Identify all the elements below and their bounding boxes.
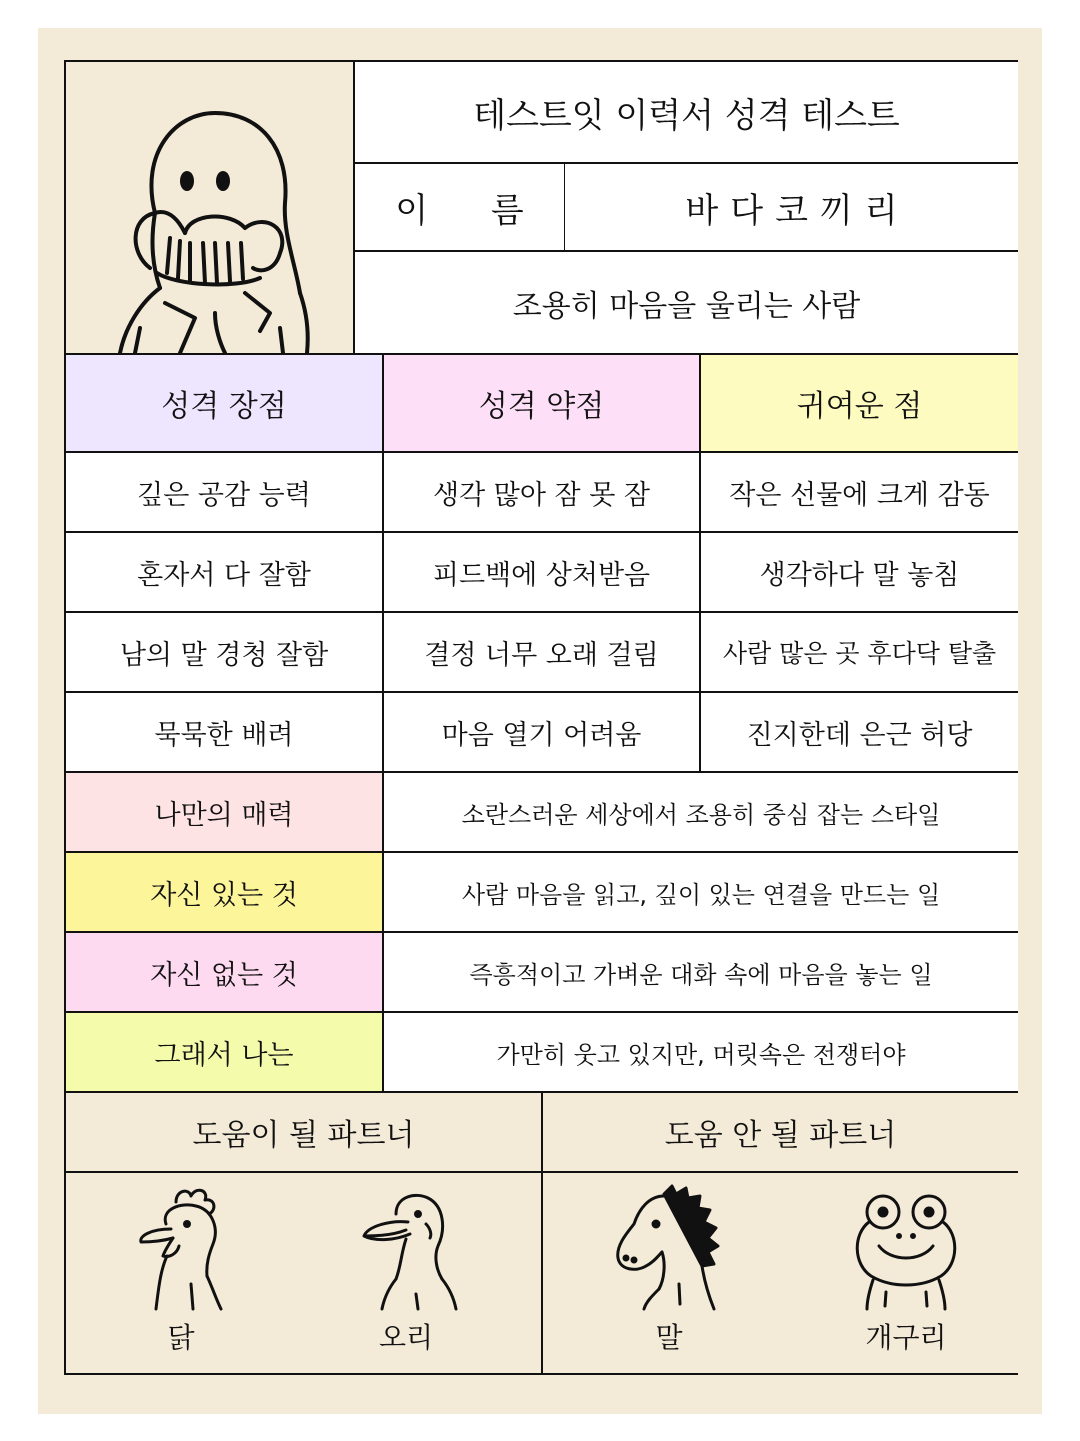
- trait-cell: [66, 532, 383, 612]
- trait-text: 피드백에 상처받음: [432, 559, 651, 591]
- trait-text: 결정 너무 오래 걸림: [424, 639, 659, 671]
- good-partner-header: [66, 1092, 542, 1172]
- partner-name: 말: [655, 1321, 683, 1354]
- trait-cell: [383, 612, 700, 692]
- header-weaknesses-text: 성격 약점: [478, 389, 605, 424]
- header-cute-points-text: 귀여운 점: [796, 389, 923, 424]
- detail-label-text: 자신 없는 것: [150, 959, 298, 991]
- detail-label-charm: [66, 772, 383, 852]
- detail-value-not-confident: [383, 932, 1018, 1012]
- trait-cell: [383, 452, 700, 532]
- trait-cell: [66, 692, 383, 772]
- partner-name: 닭: [167, 1321, 195, 1354]
- name-value-text: 바다코끼리: [685, 190, 910, 231]
- good-partner-header-text: 도움이 될 파트너: [192, 1118, 415, 1153]
- detail-label-text: 자신 있는 것: [150, 879, 298, 911]
- trait-text: 사람 많은 곳 후다닥 탈출: [722, 639, 997, 668]
- trait-cell: [383, 532, 700, 612]
- trait-cell: [66, 612, 383, 692]
- detail-value-confident: [383, 852, 1018, 932]
- detail-label-confident: [66, 852, 383, 932]
- bad-partner-header-text: 도움 안 될 파트너: [664, 1118, 897, 1153]
- walrus-icon: [95, 93, 325, 353]
- bad-partner-header: [542, 1092, 1018, 1172]
- name-label: [354, 163, 564, 251]
- trait-text: 혼자서 다 잘함: [137, 559, 311, 591]
- resume-card: [64, 60, 1018, 1375]
- detail-label-text: 그래서 나는: [154, 1039, 294, 1071]
- subtitle-text: 조용히 마음을 울리는 사람: [512, 288, 861, 324]
- header-strengths-text: 성격 장점: [161, 389, 287, 424]
- trait-cell: [700, 612, 1018, 692]
- detail-value-text: 가만히 웃고 있지만, 머릿속은 전쟁터야: [496, 1040, 906, 1069]
- partner-name: 개구리: [865, 1321, 947, 1354]
- page-title-text: 테스트잇 이력서 성격 테스트: [473, 95, 900, 136]
- partner-duck: [346, 1184, 466, 1356]
- walrus-portrait: [66, 62, 354, 354]
- name-label-text: 이 름: [395, 190, 550, 231]
- header-weaknesses: [383, 354, 700, 452]
- detail-label-so-i-am: [66, 1012, 383, 1092]
- trait-text: 마음 열기 어려움: [441, 719, 642, 751]
- detail-value-so-i-am: [383, 1012, 1018, 1092]
- header-cute-points: [700, 354, 1018, 452]
- trait-text: 묵묵한 배려: [154, 719, 294, 751]
- detail-label-not-confident: [66, 932, 383, 1012]
- trait-text: 생각 많아 잠 못 잠: [433, 479, 650, 511]
- trait-text: 생각하다 말 놓침: [759, 559, 960, 591]
- partner-chicken: [121, 1184, 241, 1356]
- trait-text: 깊은 공감 능력: [137, 479, 311, 511]
- partner-name: 오리: [378, 1321, 434, 1354]
- trait-cell: [66, 452, 383, 532]
- partner-frog: [841, 1184, 971, 1356]
- detail-value-text: 사람 마음을 읽고, 깊이 있는 연결을 만드는 일: [461, 880, 941, 909]
- frog-icon: [841, 1184, 971, 1314]
- trait-cell: [383, 692, 700, 772]
- header-strengths: [66, 354, 383, 452]
- trait-cell: [700, 452, 1018, 532]
- duck-icon: [346, 1184, 466, 1314]
- chicken-icon: [121, 1184, 241, 1314]
- trait-text: 남의 말 경청 잘함: [119, 639, 329, 671]
- detail-value-text: 소란스러운 세상에서 조용히 중심 잡는 스타일: [461, 800, 941, 829]
- name-value: [564, 163, 1018, 251]
- detail-label-text: 나만의 매력: [154, 799, 294, 831]
- trait-text: 작은 선물에 크게 감동: [729, 479, 990, 511]
- detail-value-charm: [383, 772, 1018, 852]
- page-title: [354, 62, 1018, 163]
- trait-cell: [700, 532, 1018, 612]
- trait-cell: [700, 692, 1018, 772]
- detail-value-text: 즉흥적이고 가벼운 대화 속에 마음을 놓는 일: [469, 960, 933, 989]
- partner-horse: [604, 1184, 734, 1356]
- subtitle: [354, 251, 1018, 354]
- trait-text: 진지한데 은근 허당: [746, 719, 973, 751]
- horse-icon: [604, 1184, 734, 1314]
